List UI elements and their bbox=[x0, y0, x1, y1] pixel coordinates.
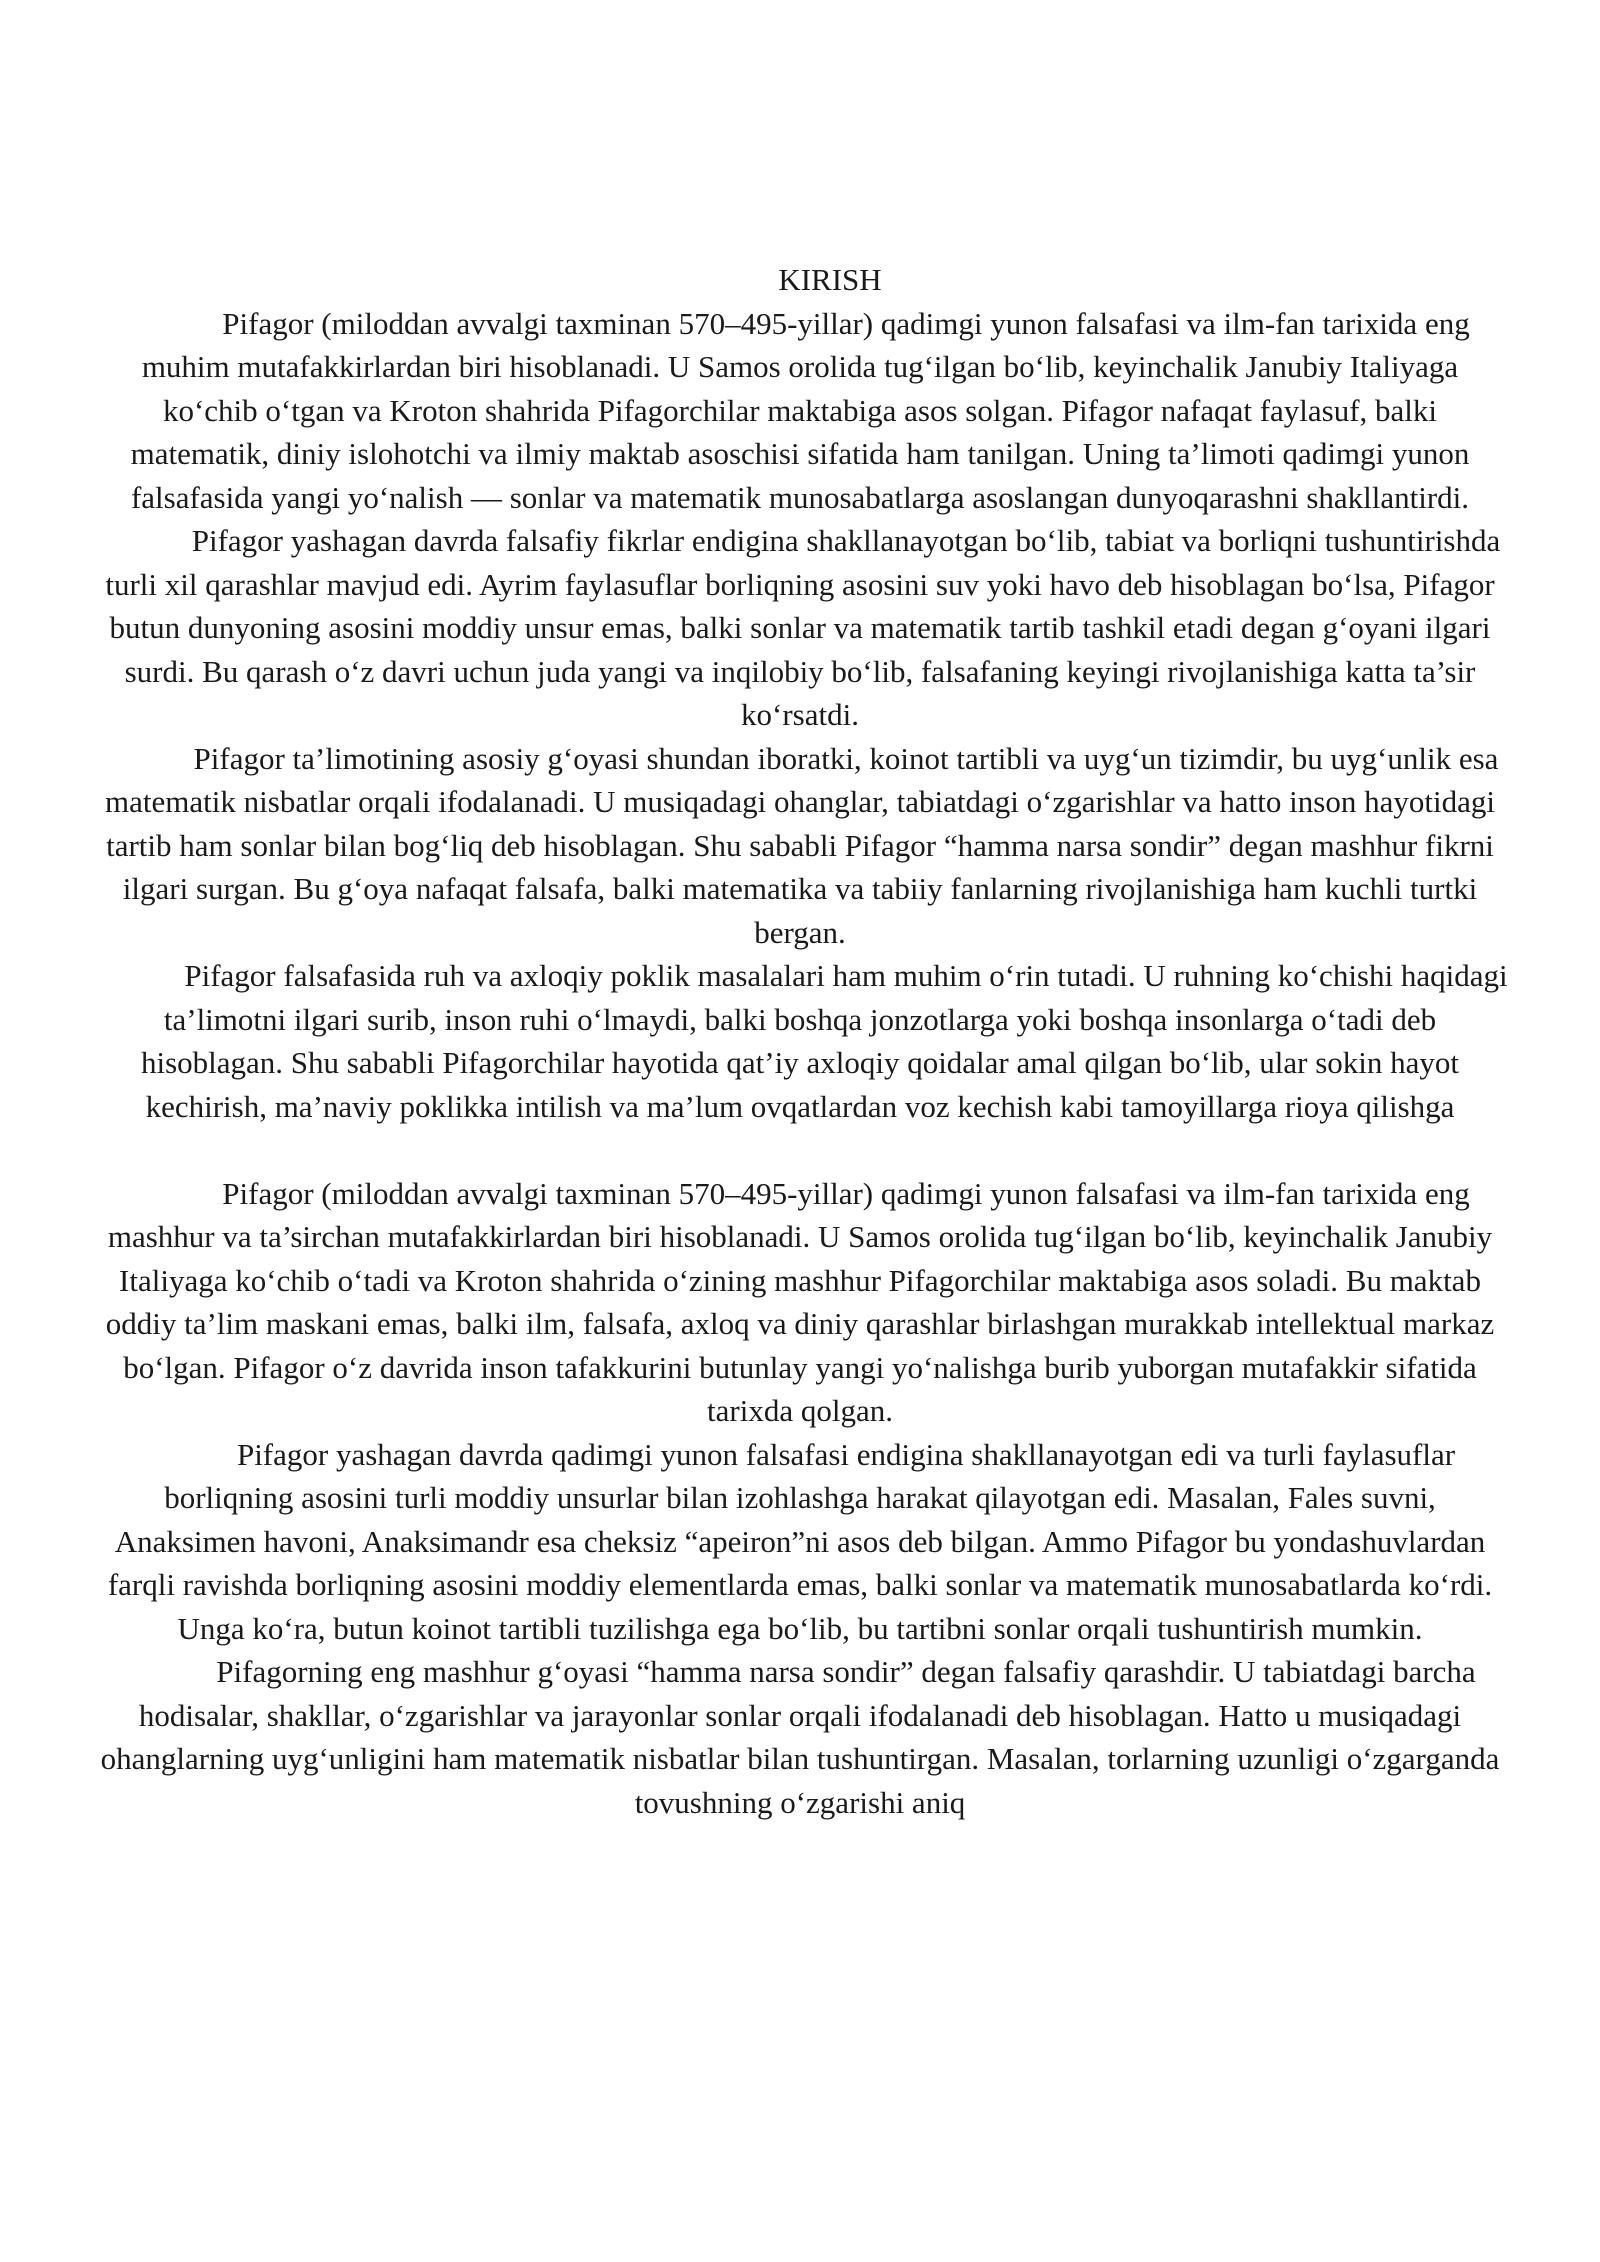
paragraph: Pifagor yashagan davrda qadimgi yunon falsafasi endigina shakllanayotgan edi va turli faylasuflar borliqning asosini turli moddiy unsurlar bilan izohlashga harakat qilayotgan edi. Masalan, Fales suvni, Anaksimen havoni, Anaksimandr esa cheksiz “apeiron”ni asos deb bilgan. Ammo Pifagor bu yondashuvlardan farqli ravishda borliqning asosini moddiy elementlarda emas, balki sonlar va matematik munosabatlarda ko‘rdi. Unga ko‘ra, butun koinot tartibli tuzilishga ega bo‘lib, bu tartibni sonlar orqali tushuntirish mumkin. bbox=[107, 1436, 1493, 1646]
paragraph: Pifagor (miloddan avvalgi taxminan 570–495-yillar) qadimgi yunon falsafasi va ilm-fan tarixida eng muhim mutafakkirlardan biri hisoblanadi. U Samos orolida tug‘ilgan bo‘lib, keyinchalik Janubiy Italiyaga ko‘chib o‘tgan va Kroton shahrida Pifagorchilar maktabiga asos solgan. Pifagor nafaqat faylasuf, balki matematik, diniy islohotchi va ilmiy maktab asoschisi sifatida ham tanilgan. Uning ta’limoti qadimgi yunon falsafasida yangi yo‘nalish — sonlar va matematik munosabatlarga asoslangan dunyoqarashni shakllantirdi. bbox=[130, 305, 1470, 515]
paragraph: Pifagor falsafasida ruh va axloqiy poklik masalalari ham muhim o‘rin tutadi. U ruhning ko‘chishi haqidagi ta’limotni ilgari surib, inson ruhi o‘lmaydi, balki boshqa jonzotlarga yoki boshqa insonlarga o‘tadi deb hisoblagan. Shu sababli Pifagorchilar hayotida qat’iy axloqiy qoidalar amal qilgan bo‘lib, ular sokin hayot kechirish, ma’naviy poklikka intilish va ma’lum ovqatlardan voz kechish kabi tamoyillarga rioya qilishga bbox=[140, 958, 1508, 1124]
paragraph: Pifagor ta’limotining asosiy g‘oyasi shundan iboratki, koinot tartibli va uyg‘un tizimdir, bu uyg‘unlik esa matematik nisbatlar orqali ifodalanadi. U musiqadagi ohanglar, tabiatdagi o‘zgarishlar va hatto inson hayotidagi tartib ham sonlar bilan bog‘liq deb hisoblagan. Shu sababli Pifagor “hamma narsa sondir” degan mashhur fikrni ilgari surgan. Bu g‘oya nafaqat falsafa, balki matematika va tabiiy fanlarning rivojlanishiga ham kuchli turtki bergan. bbox=[105, 740, 1499, 950]
paragraph-gap bbox=[92, 1128, 1508, 1172]
paragraph: Pifagor (miloddan avvalgi taxminan 570–495-yillar) qadimgi yunon falsafasi va ilm-fan tarixida eng mashhur va ta’sirchan mutafakkirlardan biri hisoblanadi. U Samos orolida tug‘ilgan bo‘lib, keyinchalik Janubiy Italiyaga ko‘chib o‘tadi va Kroton shahrida o‘zining mashhur Pifagorchilar maktabiga asos soladi. Bu maktab oddiy ta’lim maskani emas, balki ilm, falsafa, axloq va diniy qarashlar birlashgan murakkab intellektual markaz bo‘lgan. Pifagor o‘z davrida inson tafakkurini butunlay yangi yo‘nalishga burib yuborgan mutafakkir sifatida tarixda qolgan. bbox=[105, 1175, 1495, 1428]
document-body bbox=[92, 258, 1508, 1824]
document-title: KIRISH bbox=[778, 262, 882, 297]
paragraph: Pifagor yashagan davrda falsafiy fikrlar endigina shakllanayotgan bo‘lib, tabiat va borliqni tushuntirishda turli xil qarashlar mavjud edi. Ayrim faylasuflar borliqning asosini suv yoki havo deb hisoblagan bo‘lsa, Pifagor butun dunyoning asosini moddiy unsur emas, balki sonlar va matematik tartib tashkil etadi degan g‘oyani ilgari surdi. Bu qarash o‘z davri uchun juda yangi va inqilobiy bo‘lib, falsafaning keyingi rivojlanishiga katta ta’sir ko‘rsatdi. bbox=[105, 523, 1501, 732]
paragraph: Pifagorning eng mashhur g‘oyasi “hamma narsa sondir” degan falsafiy qarashdir. U tabiatdagi barcha hodisalar, shakllar, o‘zgarishlar va jarayonlar sonlar orqali ifodalanadi deb hisoblagan. Hatto u musiqadagi ohanglarning uyg‘unligini ham matematik nisbatlar bilan tushuntirgan. Masalan, torlarning uzunligi o‘zgarganda tovushning o‘zgarishi aniq bbox=[100, 1654, 1500, 1820]
